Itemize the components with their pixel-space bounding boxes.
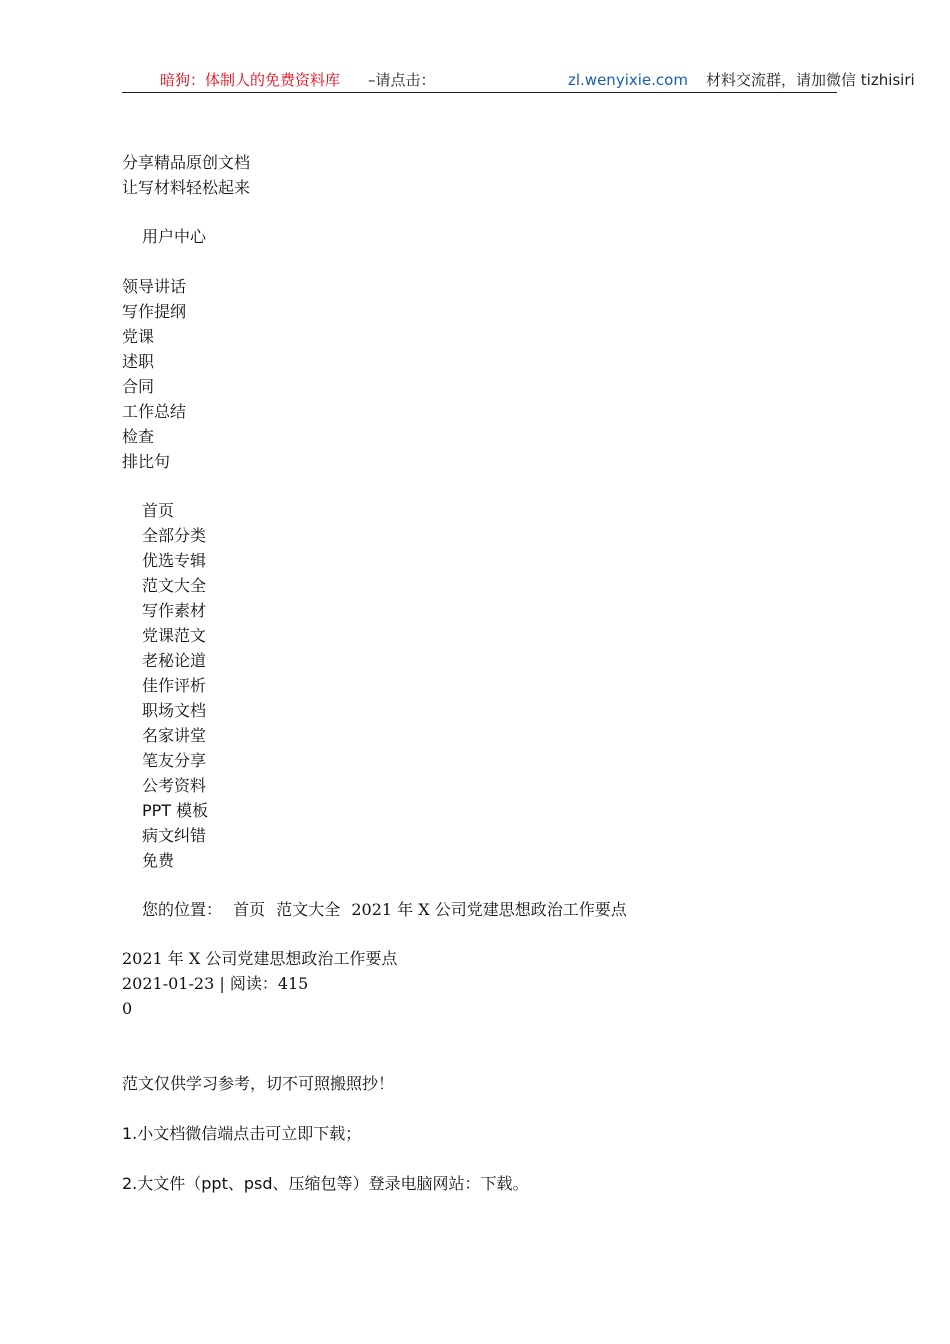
category-list (122, 274, 186, 474)
download-tip-1 (122, 1121, 361, 1146)
wechat-group-note: 材料交流群，请加微信 tizhisiri (706, 71, 915, 89)
nav-item-samples[interactable]: 范文大全 (142, 576, 207, 595)
page-header (122, 68, 915, 93)
main-nav (122, 498, 208, 873)
category-link[interactable]: 检查 (122, 427, 155, 446)
nav-item-home[interactable]: 首页 (142, 501, 175, 520)
notice-text (122, 1071, 394, 1096)
nav-item-corrections[interactable]: 病文纠错 (142, 826, 207, 845)
tip-line: 1.小文档微信端点击可立即下载； (122, 1124, 362, 1143)
intro-block (122, 150, 250, 200)
breadcrumb-current: 2021 年 X 公司党建思想政治工作要点 (351, 900, 627, 919)
nav-item-materials[interactable]: 写作素材 (142, 601, 207, 620)
download-tip-2 (122, 1171, 529, 1196)
nav-item-featured[interactable]: 优选专辑 (142, 551, 207, 570)
user-center-link[interactable]: 用户中心 (142, 227, 207, 246)
category-link[interactable]: 领导讲话 (122, 277, 187, 296)
nav-item-exam-materials[interactable]: 公考资料 (142, 776, 207, 795)
nav-item-free[interactable]: 免费 (142, 851, 175, 870)
category-link[interactable]: 写作提纲 (122, 302, 187, 321)
click-prompt: –请点击： (368, 71, 436, 89)
breadcrumb-label: 您的位置： (142, 900, 223, 919)
like-count[interactable]: 0 (122, 999, 133, 1018)
nav-item-ppt-templates[interactable]: PPT 模板 (142, 801, 209, 820)
nav-item-all-categories[interactable]: 全部分类 (142, 526, 207, 545)
brand-title[interactable]: 暗狗：体制人的免费资料库 (160, 71, 341, 89)
nav-item-lectures[interactable]: 名家讲堂 (142, 726, 207, 745)
breadcrumb-section[interactable]: 范文大全 (276, 900, 341, 919)
notice-line: 范文仅供学习参考，切不可照搬照抄！ (122, 1074, 395, 1093)
breadcrumb-home[interactable]: 首页 (233, 900, 266, 919)
category-link[interactable]: 述职 (122, 352, 155, 371)
category-link[interactable]: 党课 (122, 327, 155, 346)
site-link[interactable]: zl.wenyixie.com (568, 71, 688, 89)
breadcrumb (122, 897, 633, 922)
nav-item-sharing[interactable]: 笔友分享 (142, 751, 207, 770)
nav-item-reviews[interactable]: 佳作评析 (142, 676, 207, 695)
intro-line: 让写材料轻松起来 (122, 178, 251, 197)
nav-item-secretary-talk[interactable]: 老秘论道 (142, 651, 207, 670)
tip-line: 2.大文件（ppt、psd、压缩包等）登录电脑网站：下载。 (122, 1174, 529, 1193)
intro-line: 分享精品原创文档 (122, 153, 251, 172)
category-link[interactable]: 排比句 (122, 452, 171, 471)
category-link[interactable]: 合同 (122, 377, 155, 396)
nav-item-workplace-docs[interactable]: 职场文档 (142, 701, 207, 720)
category-link[interactable]: 工作总结 (122, 402, 187, 421)
user-center-block (122, 224, 206, 249)
article-header (122, 946, 397, 1021)
article-meta: 2021-01-23 | 阅读：415 (122, 974, 309, 993)
nav-item-party-lessons[interactable]: 党课范文 (142, 626, 207, 645)
article-title: 2021 年 X 公司党建思想政治工作要点 (122, 949, 398, 968)
